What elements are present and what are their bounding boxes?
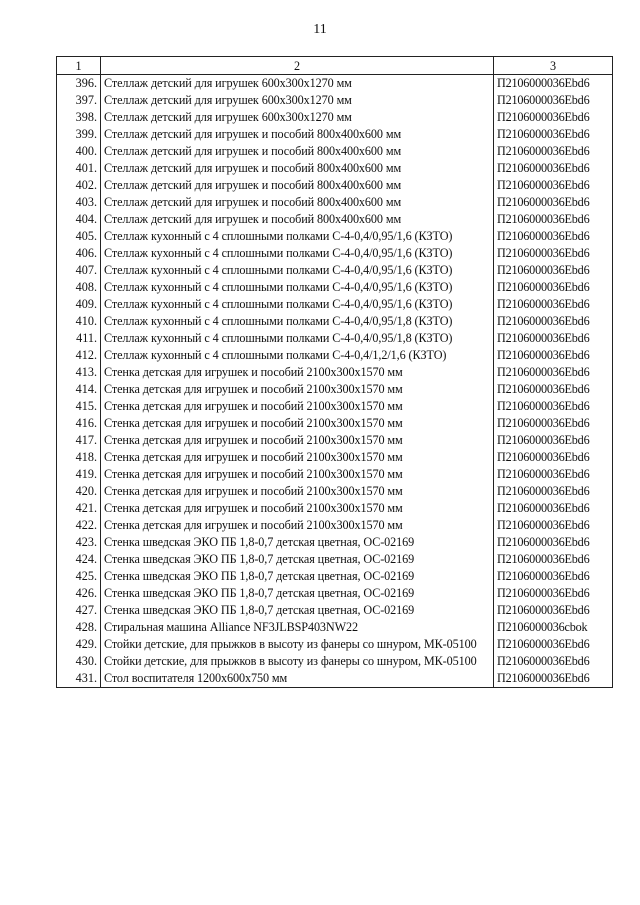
table-row	[57, 636, 613, 653]
item-name: Стеллаж кухонный с 4 сплошными полками С-4-0,4/0,95/1,6 (КЗТО)	[101, 279, 494, 296]
item-name: Стеллаж детский для игрушек и пособий 800x400x600 мм	[101, 126, 494, 143]
table-row	[57, 602, 613, 619]
item-code: П2106000036Ebd6	[494, 75, 613, 93]
row-number: 401.	[57, 160, 101, 177]
item-name: Стенка детская для игрушек и пособий 2100x300x1570 мм	[101, 381, 494, 398]
item-name: Стеллаж детский для игрушек и пособий 800x400x600 мм	[101, 211, 494, 228]
item-code: П2106000036Ebd6	[494, 551, 613, 568]
row-number: 411.	[57, 330, 101, 347]
table-row	[57, 517, 613, 534]
row-number: 423.	[57, 534, 101, 551]
row-number: 399.	[57, 126, 101, 143]
table-row	[57, 228, 613, 245]
table-row	[57, 126, 613, 143]
item-code: П2106000036Ebd6	[494, 483, 613, 500]
row-number: 400.	[57, 143, 101, 160]
table-row	[57, 194, 613, 211]
item-code: П2106000036Ebd6	[494, 432, 613, 449]
table-row	[57, 381, 613, 398]
item-code: П2106000036Ebd6	[494, 534, 613, 551]
table-row	[57, 364, 613, 381]
item-name: Стеллаж детский для игрушек и пособий 800x400x600 мм	[101, 194, 494, 211]
table-row	[57, 330, 613, 347]
row-number: 414.	[57, 381, 101, 398]
item-name: Стенка детская для игрушек и пособий 2100x300x1570 мм	[101, 517, 494, 534]
row-number: 420.	[57, 483, 101, 500]
row-number: 417.	[57, 432, 101, 449]
item-code: П2106000036Ebd6	[494, 143, 613, 160]
item-name: Стеллаж кухонный с 4 сплошными полками С-4-0,4/0,95/1,8 (КЗТО)	[101, 330, 494, 347]
row-number: 430.	[57, 653, 101, 670]
row-number: 416.	[57, 415, 101, 432]
table-row	[57, 211, 613, 228]
table-row	[57, 670, 613, 688]
item-name: Стеллаж кухонный с 4 сплошными полками С-4-0,4/0,95/1,6 (КЗТО)	[101, 296, 494, 313]
table-row	[57, 296, 613, 313]
item-name: Стенка детская для игрушек и пособий 2100x300x1570 мм	[101, 466, 494, 483]
item-name: Стеллаж детский для игрушек 600x300x1270 мм	[101, 75, 494, 93]
item-name: Стиральная машина Alliance NF3JLBSP403NW22	[101, 619, 494, 636]
item-code: П2106000036Ebd6	[494, 585, 613, 602]
row-number: 398.	[57, 109, 101, 126]
item-name: Стеллаж детский для игрушек 600x300x1270 мм	[101, 92, 494, 109]
item-code: П2106000036Ebd6	[494, 636, 613, 653]
items-table	[56, 56, 613, 688]
table-row	[57, 75, 613, 93]
item-code: П2106000036Ebd6	[494, 500, 613, 517]
item-code: П2106000036Ebd6	[494, 415, 613, 432]
row-number: 410.	[57, 313, 101, 330]
item-code: П2106000036Ebd6	[494, 92, 613, 109]
table-row	[57, 245, 613, 262]
table-row	[57, 500, 613, 517]
row-number: 415.	[57, 398, 101, 415]
item-code: П2106000036Ebd6	[494, 126, 613, 143]
column-header-number: 1	[57, 57, 101, 75]
row-number: 403.	[57, 194, 101, 211]
row-number: 425.	[57, 568, 101, 585]
item-code: П2106000036Ebd6	[494, 296, 613, 313]
table-row	[57, 585, 613, 602]
row-number: 402.	[57, 177, 101, 194]
column-header-name: 2	[101, 57, 494, 75]
page-number: 11	[313, 22, 327, 37]
table-row	[57, 160, 613, 177]
table-row	[57, 262, 613, 279]
item-name: Стенка шведская ЭКО ПБ 1,8-0,7 детская цветная, ОС-02169	[101, 568, 494, 585]
row-number: 429.	[57, 636, 101, 653]
item-code: П2106000036Ebd6	[494, 602, 613, 619]
row-number: 409.	[57, 296, 101, 313]
table-row	[57, 432, 613, 449]
table-row	[57, 653, 613, 670]
item-code: П2106000036Ebd6	[494, 330, 613, 347]
table-row	[57, 143, 613, 160]
item-code: П2106000036Ebd6	[494, 228, 613, 245]
table-row	[57, 177, 613, 194]
item-name: Стойки детские, для прыжков в высоту из фанеры со шнуром, МК-05100	[101, 653, 494, 670]
row-number: 418.	[57, 449, 101, 466]
item-code: П2106000036Ebd6	[494, 262, 613, 279]
item-name: Стеллаж детский для игрушек 600x300x1270 мм	[101, 109, 494, 126]
table-row	[57, 313, 613, 330]
item-code: П2106000036Ebd6	[494, 245, 613, 262]
table-row	[57, 92, 613, 109]
item-code: П2106000036Ebd6	[494, 381, 613, 398]
row-number: 397.	[57, 92, 101, 109]
item-name: Стенка детская для игрушек и пособий 2100x300x1570 мм	[101, 415, 494, 432]
row-number: 426.	[57, 585, 101, 602]
item-name: Стенка шведская ЭКО ПБ 1,8-0,7 детская цветная, ОС-02169	[101, 585, 494, 602]
item-code: П2106000036Ebd6	[494, 279, 613, 296]
row-number: 421.	[57, 500, 101, 517]
item-name: Стенка детская для игрушек и пособий 2100x300x1570 мм	[101, 432, 494, 449]
item-name: Стеллаж детский для игрушек и пособий 800x400x600 мм	[101, 177, 494, 194]
item-code: П2106000036Ebd6	[494, 109, 613, 126]
item-name: Стенка шведская ЭКО ПБ 1,8-0,7 детская цветная, ОС-02169	[101, 551, 494, 568]
row-number: 419.	[57, 466, 101, 483]
table-row	[57, 449, 613, 466]
item-name: Стенка детская для игрушек и пособий 2100x300x1570 мм	[101, 500, 494, 517]
item-name: Стенка детская для игрушек и пособий 2100x300x1570 мм	[101, 364, 494, 381]
item-code: П2106000036Ebd6	[494, 194, 613, 211]
table-header-row	[57, 57, 613, 75]
item-name: Стойки детские, для прыжков в высоту из фанеры со шнуром, МК-05100	[101, 636, 494, 653]
table-row	[57, 398, 613, 415]
item-name: Стеллаж кухонный с 4 сплошными полками С-4-0,4/0,95/1,8 (КЗТО)	[101, 313, 494, 330]
item-name: Стенка детская для игрушек и пособий 2100x300x1570 мм	[101, 449, 494, 466]
item-name: Стеллаж кухонный с 4 сплошными полками С-4-0,4/0,95/1,6 (КЗТО)	[101, 228, 494, 245]
item-code: П2106000036Ebd6	[494, 177, 613, 194]
table-row	[57, 568, 613, 585]
table-row	[57, 466, 613, 483]
table-row	[57, 534, 613, 551]
item-name: Стенка шведская ЭКО ПБ 1,8-0,7 детская цветная, ОС-02169	[101, 534, 494, 551]
row-number: 424.	[57, 551, 101, 568]
row-number: 408.	[57, 279, 101, 296]
item-name: Стеллаж кухонный с 4 сплошными полками С-4-0,4/0,95/1,6 (КЗТО)	[101, 245, 494, 262]
item-code: П2106000036Ebd6	[494, 517, 613, 534]
item-code: П2106000036Ebd6	[494, 347, 613, 364]
row-number: 405.	[57, 228, 101, 245]
row-number: 396.	[57, 75, 101, 93]
row-number: 427.	[57, 602, 101, 619]
item-name: Стенка детская для игрушек и пособий 2100x300x1570 мм	[101, 483, 494, 500]
item-code: П2106000036Ebd6	[494, 211, 613, 228]
table-row	[57, 279, 613, 296]
row-number: 404.	[57, 211, 101, 228]
row-number: 412.	[57, 347, 101, 364]
item-name: Стенка детская для игрушек и пособий 2100x300x1570 мм	[101, 398, 494, 415]
item-code: П2106000036Ebd6	[494, 364, 613, 381]
table-body	[57, 75, 613, 688]
item-name: Стенка шведская ЭКО ПБ 1,8-0,7 детская цветная, ОС-02169	[101, 602, 494, 619]
table-row	[57, 483, 613, 500]
item-name: Стеллаж детский для игрушек и пособий 800x400x600 мм	[101, 160, 494, 177]
item-code: П2106000036Ebd6	[494, 398, 613, 415]
item-code: П2106000036Ebd6	[494, 568, 613, 585]
table-row	[57, 415, 613, 432]
item-code: П2106000036Ebd6	[494, 670, 613, 688]
item-name: Стол воспитателя 1200x600x750 мм	[101, 670, 494, 688]
item-name: Стеллаж детский для игрушек и пособий 800x400x600 мм	[101, 143, 494, 160]
table-row	[57, 109, 613, 126]
row-number: 413.	[57, 364, 101, 381]
item-code: П2106000036Ebd6	[494, 653, 613, 670]
item-name: Стеллаж кухонный с 4 сплошными полками С-4-0,4/0,95/1,6 (КЗТО)	[101, 262, 494, 279]
table-row	[57, 347, 613, 364]
item-code: П2106000036Ebd6	[494, 466, 613, 483]
row-number: 407.	[57, 262, 101, 279]
item-name: Стеллаж кухонный с 4 сплошными полками С-4-0,4/1,2/1,6 (КЗТО)	[101, 347, 494, 364]
item-code: П2106000036Ebd6	[494, 449, 613, 466]
row-number: 406.	[57, 245, 101, 262]
row-number: 428.	[57, 619, 101, 636]
row-number: 431.	[57, 670, 101, 688]
table-row	[57, 619, 613, 636]
table-row	[57, 551, 613, 568]
item-code: П2106000036cbok	[494, 619, 613, 636]
item-code: П2106000036Ebd6	[494, 160, 613, 177]
row-number: 422.	[57, 517, 101, 534]
item-code: П2106000036Ebd6	[494, 313, 613, 330]
column-header-code: 3	[494, 57, 613, 75]
